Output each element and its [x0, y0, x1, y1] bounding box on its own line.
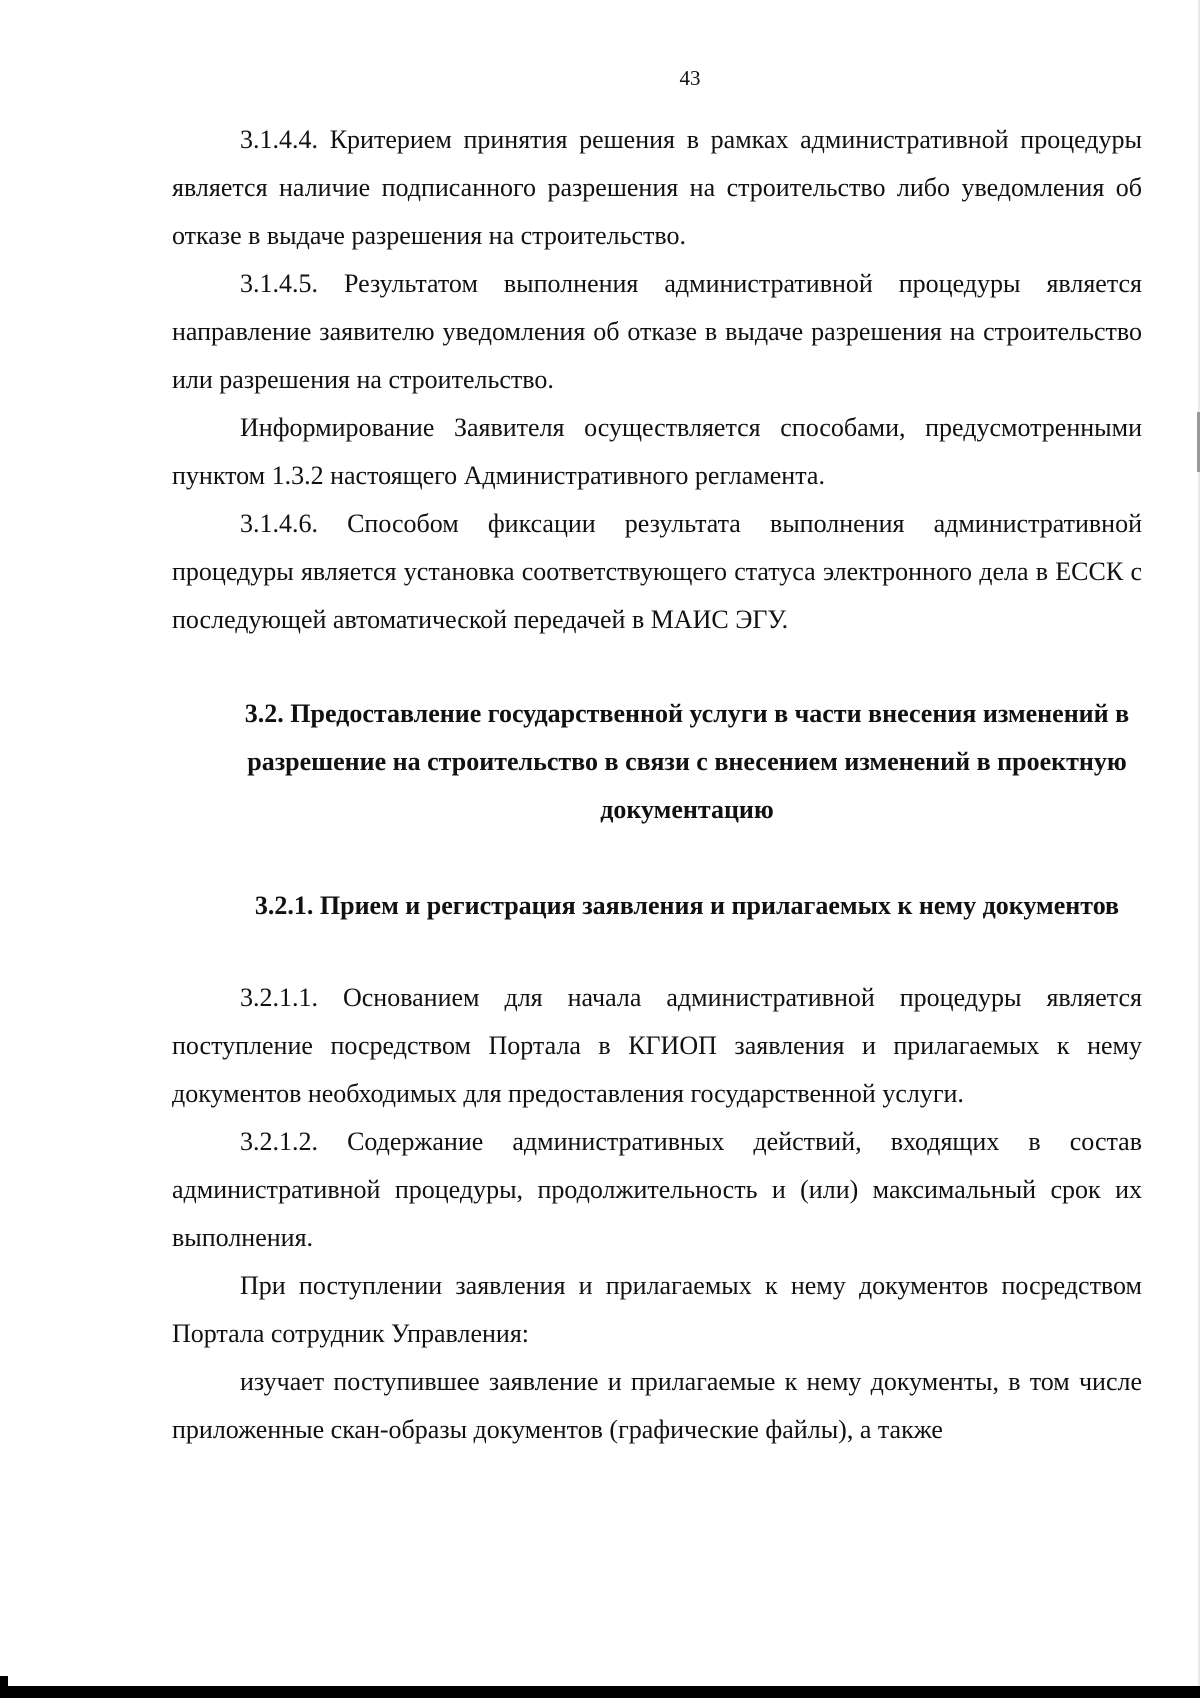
- page-number: 43: [679, 66, 701, 90]
- paragraph-3-1-4-6: 3.1.4.6. Способом фиксации результата выполнения административной процедуры является установка соответствующего статуса электронного дела в ЕССК с последующей автоматической передачей в МАИС ЭГУ.: [172, 509, 1142, 634]
- scan-mark-bottom-left: [0, 1676, 8, 1686]
- paragraph-3-1-4-4: 3.1.4.4. Критерием принятия решения в рамках административной процедуры является наличие подписанного разрешения на строительство либо уведомления об отказе в выдаче разрешения на строительство.: [172, 125, 1142, 250]
- spacer: [172, 930, 1142, 974]
- subsection-heading-3-2-1: 3.2.1. Прием и регистрация заявления и прилагаемых к нему документов: [254, 891, 1120, 920]
- paragraph-informing: Информирование Заявителя осуществляется способами, предусмотренными пунктом 1.3.2 настоящего Административного регламента.: [172, 413, 1142, 490]
- paragraph-3-2-1-1: 3.2.1.1. Основанием для начала административной процедуры является поступление посредством Портала в КГИОП заявления и прилагаемых к нему документов необходимых для предоставления государственной услуги.: [172, 983, 1142, 1108]
- paragraph-upon-receipt: При поступлении заявления и прилагаемых к нему документов посредством Портала сотрудник Управления:: [172, 1271, 1142, 1348]
- paragraph-3-2-1-2: 3.2.1.2. Содержание административных действий, входящих в состав административной процедуры, продолжительность и (или) максимальный срок их выполнения.: [172, 1127, 1142, 1252]
- page-content: [172, 116, 1142, 1454]
- scan-edge-bottom: [0, 1686, 1200, 1698]
- paragraph-studies-application: изучает поступившее заявление и прилагаемые к нему документы, в том числе приложенные скан-образы документов (графические файлы), а также: [172, 1367, 1142, 1444]
- section-heading-3-2: 3.2. Предоставление государственной услуги в части внесения изменений в разрешение на строительство в связи с внесением изменений в проектную документацию: [244, 699, 1130, 824]
- paragraph-3-1-4-5: 3.1.4.5. Результатом выполнения административной процедуры является направление заявителю уведомления об отказе в выдаче разрешения на строительство или разрешения на строительство.: [172, 269, 1142, 394]
